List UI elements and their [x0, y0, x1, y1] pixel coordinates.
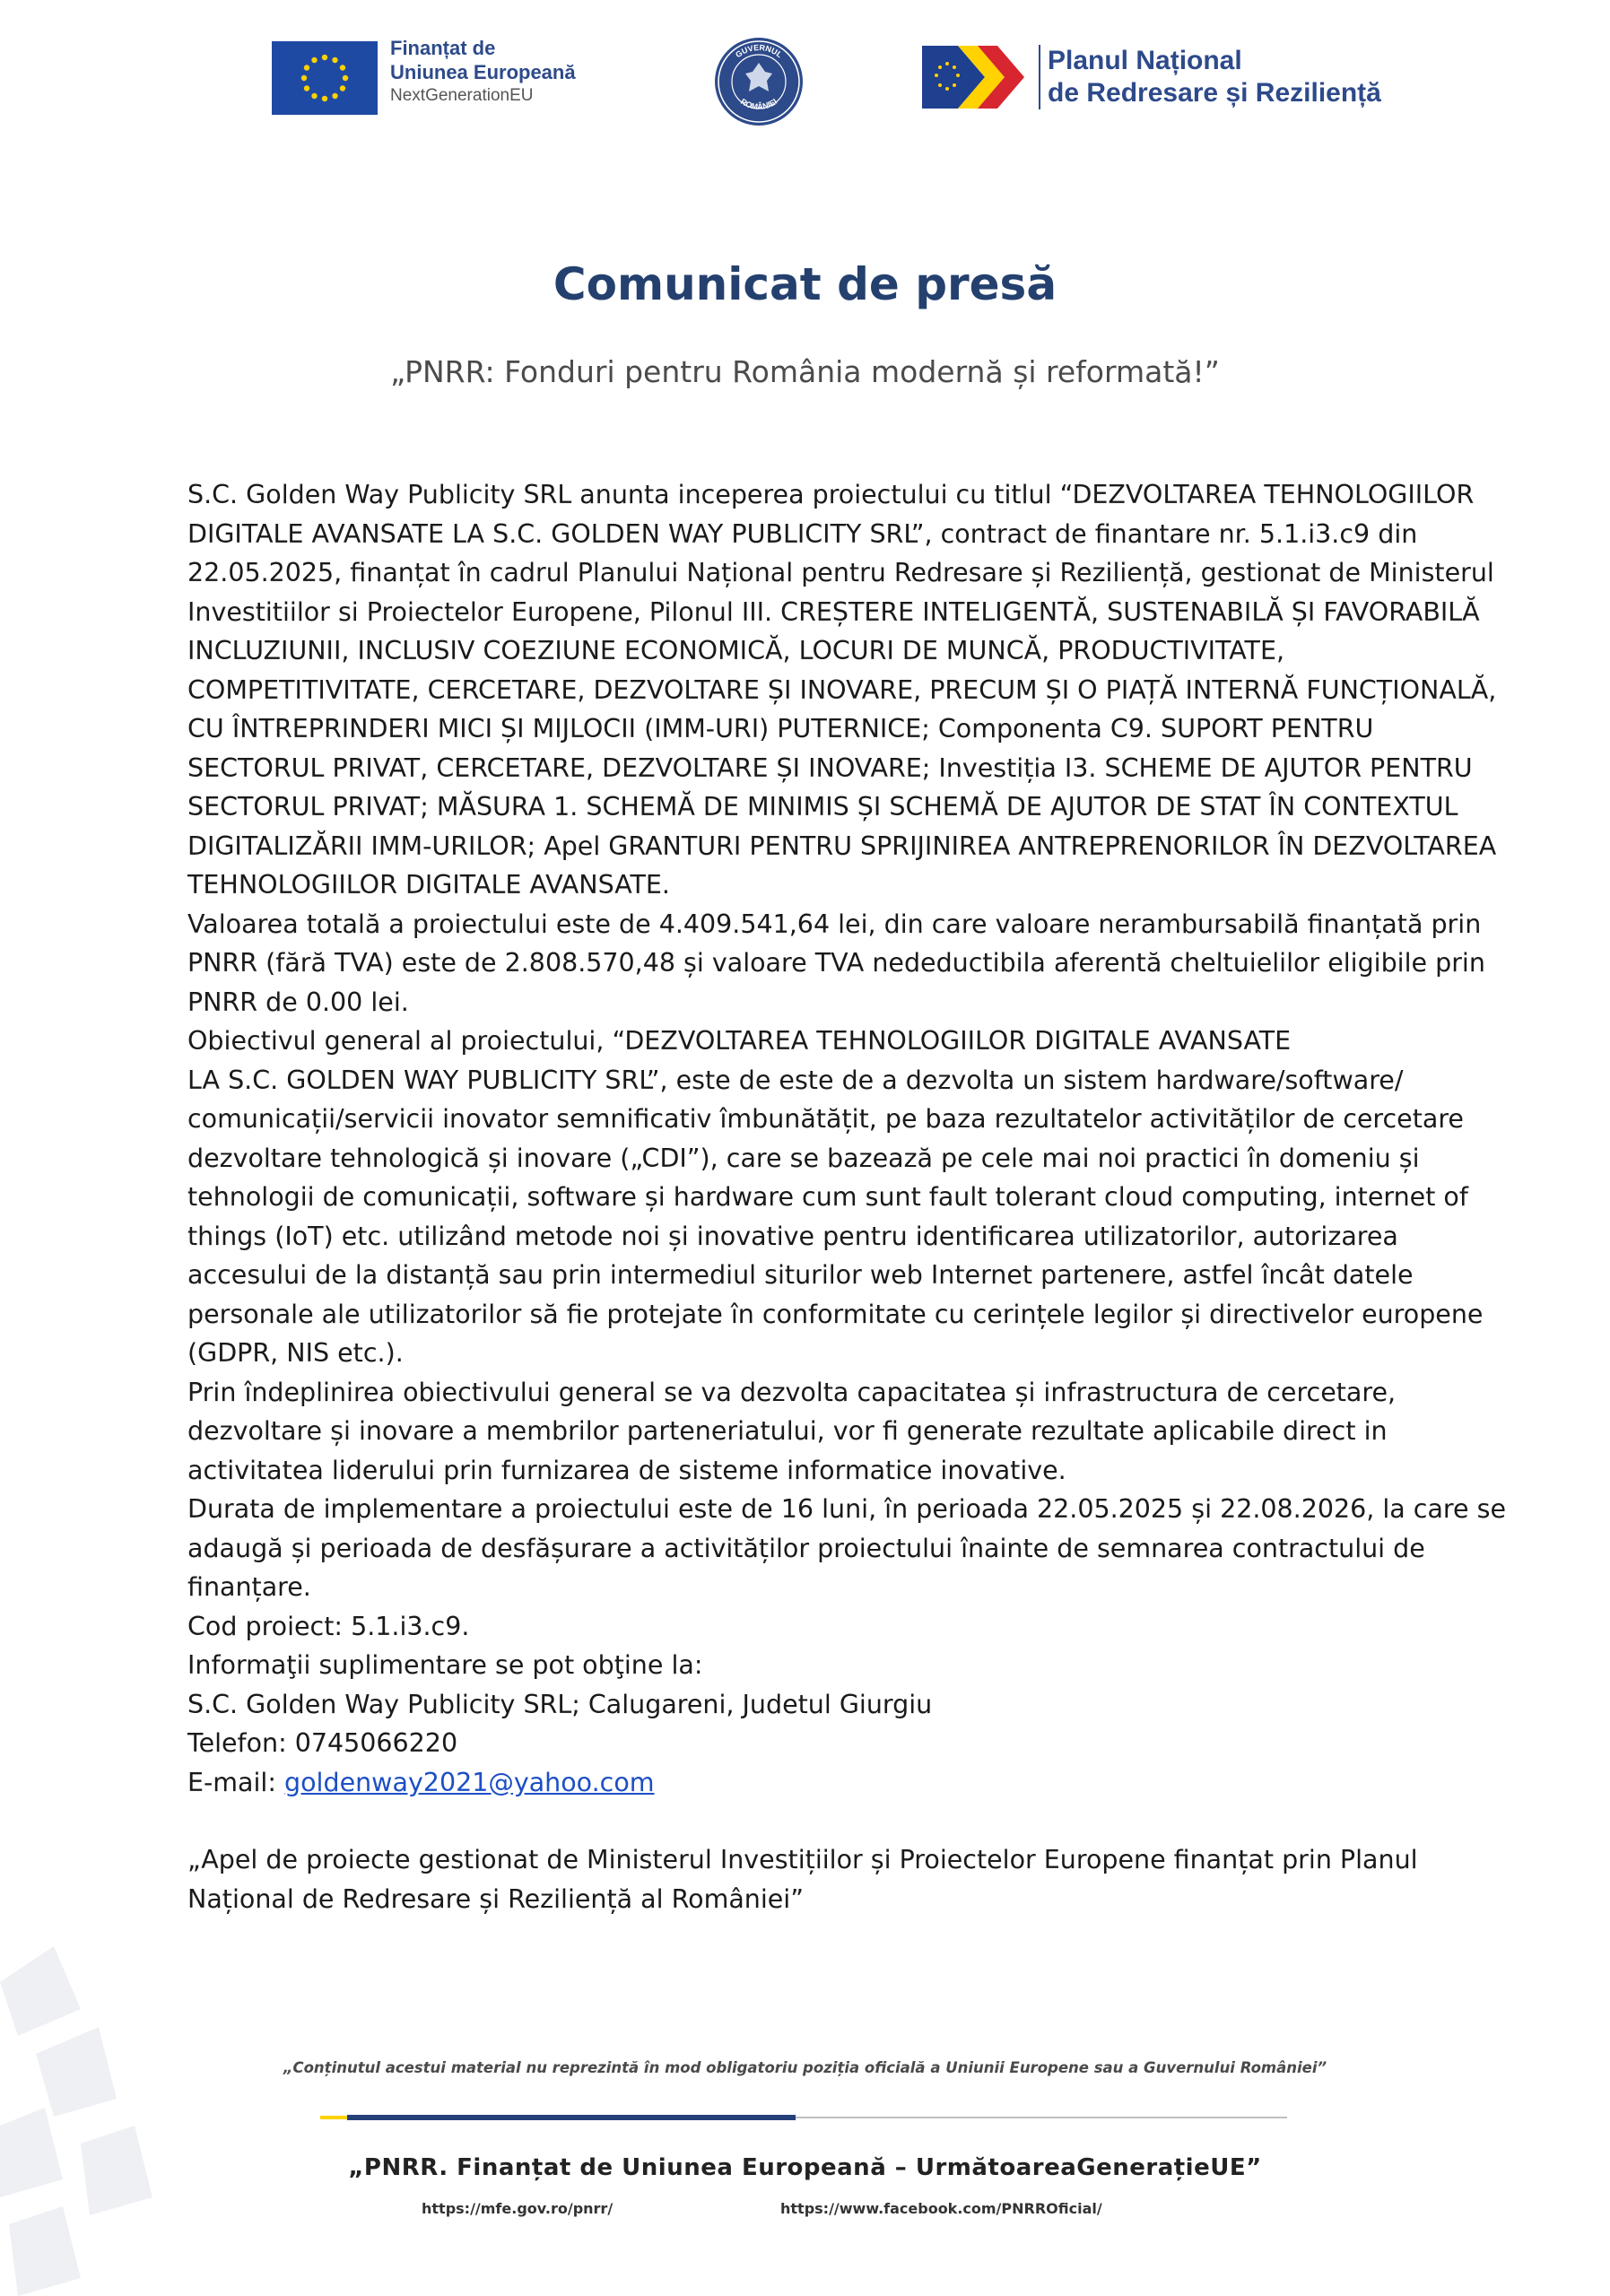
eu-logo-line3: NextGenerationEU: [390, 86, 534, 105]
paragraph-capacity: Prin îndeplinirea obiectivului general se va dezvolta capacitatea și infrastructura de cercetare, dezvoltare și inovare a membrilor parteneriatului, vor fi generate rezultate aplicabile direct in activitatea liderului prin furnizarea de sisteme informatice inovative.: [187, 1377, 1397, 1485]
footer-funding-statement: „PNRR. Finanțat de Uniunea Europeană – UrmătoareaGenerațieUE”: [348, 2154, 1262, 2181]
company-address: S.C. Golden Way Publicity SRL; Calugareni, Judetul Giurgiu: [187, 1689, 933, 1719]
email-label: E-mail:: [187, 1767, 285, 1797]
footer-disclaimer: „Conținutul acestui material nu reprezintă în mod obligatoriu poziția oficială a Uniunii Europene sau a Guvernului României”: [283, 2059, 1327, 2076]
eu-logo-line1: Finanțat de: [390, 37, 496, 59]
footer-link-facebook[interactable]: https://www.facebook.com/PNRROficial/: [780, 2200, 1102, 2217]
pnrr-logo: [922, 45, 1381, 109]
romanian-government-seal-icon: [713, 36, 805, 127]
footer-divider: [320, 2114, 1287, 2121]
paragraph-project-value: Valoarea totală a proiectului este de 4.409.541,64 lei, din care valoare nerambursabilă finanțată prin PNRR (fără TVA) este de 2.808.570,48 și valoare TVA nedeductibila aferentă cheltuielilor eligibile prin PNRR de 0.00 lei.: [187, 909, 1485, 1017]
pnrr-logo-line2: de Redresare și Reziliență: [1048, 78, 1381, 108]
header-logos: [0, 36, 1610, 135]
closing-statement: „Apel de proiecte gestionat de Ministerul Investițiilor și Proiectelor Europene finanțat prin Planul Național de Redresare și Reziliență al României”: [187, 1845, 1418, 1914]
email-line: [187, 1763, 1506, 1803]
pnrr-logo-line1: Planul Național: [1048, 46, 1242, 75]
info-line: Informaţii suplimentare se pot obţine la:: [187, 1650, 703, 1680]
email-link[interactable]: goldenway2021@yahoo.com: [284, 1767, 655, 1797]
eu-flag-icon: [272, 41, 378, 115]
seal-text: GUVERNUL: [734, 42, 785, 60]
project-code: Cod proiect: 5.1.i3.c9.: [187, 1611, 470, 1641]
eu-logo-line2: Uniunea Europeană: [390, 61, 576, 83]
paragraph-duration: Durata de implementare a proiectului este de 16 luni, în perioada 22.05.2025 și 22.08.2026, la care se adaugă și perioada de desfășurare a activităților proiectului înainte de semnarea contractului de finanțare.: [187, 1494, 1507, 1602]
paragraph-objective: LA S.C. GOLDEN WAY PUBLICITY SRL”, este de este de a dezvolta un sistem hardware/software/ comunicații/servicii inovator semnificativ îmbunătățit, pe baza rezultatelor activităților de cercetare dezvoltare tehnologică și inovare („CDI”), care se bazează pe cele mai noi practici în domeniu și tehnologii de comunicații, software și hardware cum sunt fault tolerant cloud computing, internet of things (IoT) etc. utilizând metode noi și inovative pentru identificarea utilizatorilor, autorizarea accesului de la distanță sau prin intermediul siturilor web Internet partenere, astfel încât datele personale ale utilizatorilor să fie protejate în conformitate cu cerințele legilor și directivelor europene (GDPR, NIS etc.).: [187, 1065, 1484, 1368]
decorative-watermark-icon: [0, 1928, 179, 2296]
pnrr-flag-icon: [922, 46, 1030, 109]
paragraph-project-announcement: S.C. Golden Way Publicity SRL anunta inceperea proiectului cu titlul “DEZVOLTAREA TEHNOLOGIILOR DIGITALE AVANSATE LA S.C. GOLDEN WAY PUBLICITY SRL”, contract de finantare nr. 5.1.i3.c9 din 22.05.2025, finanțat în cadrul Planului Național pentru Redresare și Reziliență, gestionat de Ministerul Investitiilor si Proiectelor Europene, Pilonul III. CREȘTERE INTELIGENTĂ, SUSTENABILĂ ȘI FAVORABILĂ INCLUZIUNII, INCLUSIV COEZIUNE ECONOMICĂ, LOCURI DE MUNCĂ, PRODUCTIVITATE, COMPETITIVITATE, CERCETARE, DEZVOLTARE ȘI INOVARE, PRECUM ȘI O PIAȚĂ INTERNĂ FUNCȚIONALĂ, CU ÎNTREPRINDERI MICI ȘI MIJLOCII (IMM-URI) PUTERNICE; Componenta C9. SUPORT PENTRU SECTORUL PRIVAT, CERCETARE, DEZVOLTARE ȘI INOVARE; Investiția I3. SCHEME DE AJUTOR PENTRU SECTORUL PRIVAT; MĂSURA 1. SCHEMĂ DE MINIMIS ȘI SCHEMĂ DE AJUTOR DE STAT ÎN CONTEXTUL DIGITALIZĂRII IMM-URILOR; Apel GRANTURI PENTRU SPRIJINIREA ANTREPRENORILOR ÎN DEZVOLTAREA TEHNOLOGIILOR DIGITALE AVANSATE.: [187, 480, 1497, 900]
page-subtitle: „PNRR: Fonduri pentru România modernă și reformată!”: [390, 354, 1220, 389]
footer-link-mfe[interactable]: https://mfe.gov.ro/pnrr/: [422, 2200, 614, 2217]
eu-funding-logo: [272, 36, 576, 121]
seal-text: ROMÂNIEI: [738, 96, 779, 111]
page-title: Comunicat de presă: [553, 258, 1057, 310]
paragraph-objective-intro: Obiectivul general al proiectului, “DEZVOLTAREA TEHNOLOGIILOR DIGITALE AVANSATE: [187, 1026, 1292, 1056]
phone-line: Telefon: 0745066220: [187, 1728, 458, 1758]
press-release-body: [187, 475, 1506, 1918]
